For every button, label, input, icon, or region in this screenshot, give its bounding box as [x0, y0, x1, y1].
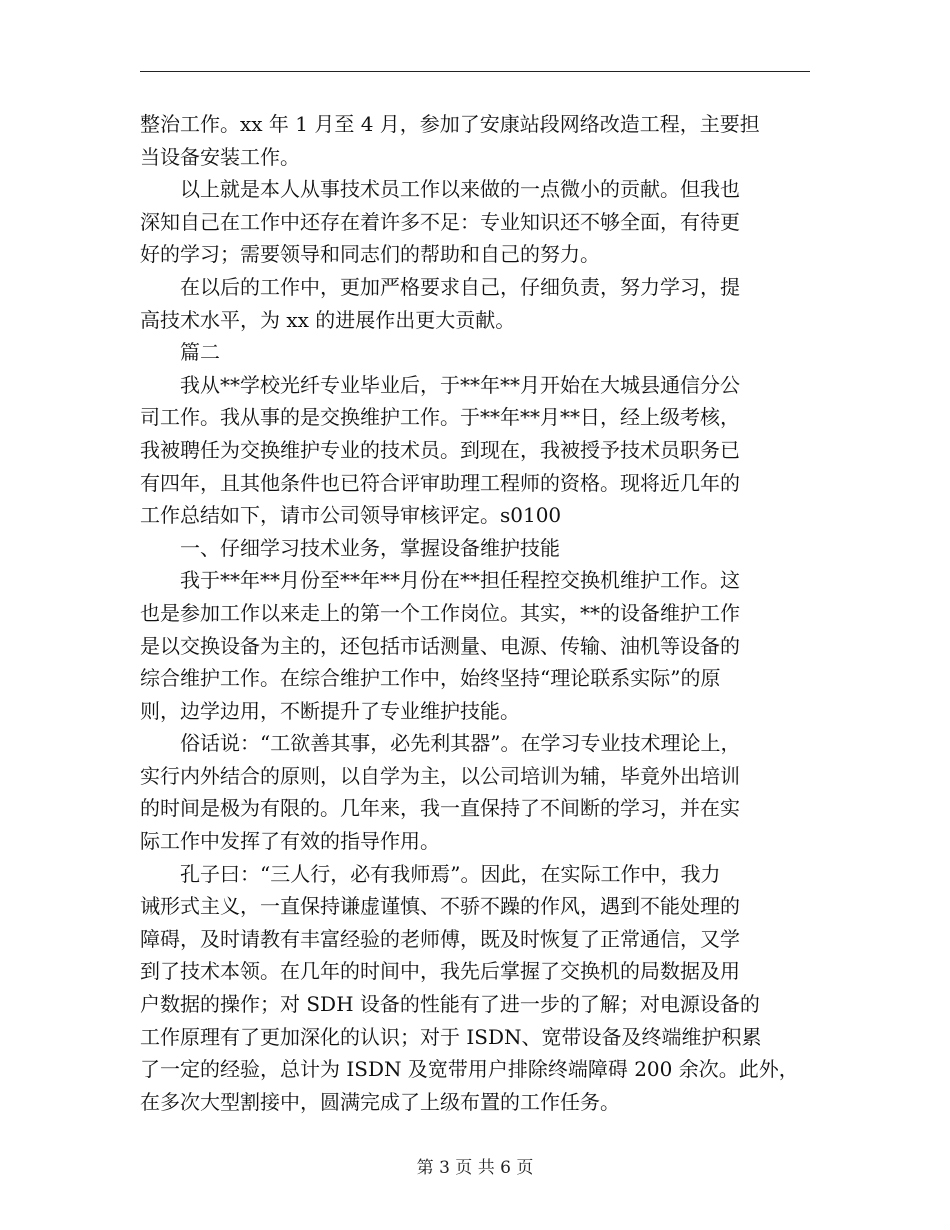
text-line: 了一定的经验，总计为 ISDN 及宽带用户排除终端障碍 200 余次。此外， — [140, 1057, 799, 1082]
text-line: 深知自己在工作中还存在着许多不足：专业知识还不够全面，有待更 — [140, 209, 740, 234]
text-line: 我从**学校光纤专业毕业后，于**年**月开始在大城县通信分公 — [140, 372, 740, 397]
text-line: 工作原理有了更加深化的认识；对于 ISDN、宽带设备及终端维护积累 — [140, 1024, 762, 1049]
text-line: 整治工作。xx 年 1 月至 4 月，参加了安康站段网络改造工程，主要担 — [140, 112, 760, 136]
text-line: 司工作。我从事的是交换维护工作。于**年**月**日，经上级考核， — [140, 405, 740, 430]
text-line: 实行内外结合的原则，以自学为主，以公司培训为辅，毕竟外出培训 — [140, 763, 740, 788]
text-line: 到了技术本领。在几年的时间中，我先后掌握了交换机的局数据及用 — [140, 959, 740, 984]
text-line: 在以后的工作中，更加严格要求自己，仔细负责，努力学习，提 — [140, 274, 740, 299]
text-line: 我于**年**月份至**年**月份在**担任程控交换机维护工作。这 — [140, 568, 740, 593]
text-line: 综合维护工作。在综合维护工作中，始终坚持“理论联系实际”的原 — [140, 666, 721, 691]
subsection-heading: 一、仔细学习技术业务，掌握设备维护技能 — [140, 535, 560, 560]
text-line: 诫形式主义，一直保持谦虚谨慎、不骄不躁的作风，遇到不能处理的 — [140, 894, 740, 919]
body-text — [140, 108, 810, 1118]
text-line: 好的学习；需要领导和同志们的帮助和自己的努力。 — [140, 242, 600, 267]
text-line: 障碍，及时请教有丰富经验的老师傅，既及时恢复了正常通信，又学 — [140, 926, 740, 951]
page-number-footer: 第 3 页 共 6 页 — [416, 1158, 534, 1178]
text-line: 则，边学边用，不断提升了专业维护技能。 — [140, 698, 520, 723]
text-line: 俗话说：“工欲善其事，必先利其器”。在学习专业技术理论上， — [140, 731, 741, 756]
text-line: 当设备安装工作。 — [140, 144, 300, 169]
text-line: 也是参加工作以来走上的第一个工作岗位。其实，**的设备维护工作 — [140, 600, 740, 625]
text-line: 工作总结如下，请市公司领导审核评定。s0100 — [140, 503, 562, 528]
text-line: 际工作中发挥了有效的指导作用。 — [140, 829, 440, 854]
text-line: 以上就是本人从事技术员工作以来做的一点微小的贡献。但我也 — [140, 177, 740, 202]
text-line: 的时间是极为有限的。几年来，我一直保持了不间断的学习，并在实 — [140, 796, 740, 821]
text-line: 是以交换设备为主的，还包括市话测量、电源、传输、油机等设备的 — [140, 633, 740, 658]
section-heading: 篇二 — [140, 340, 220, 365]
text-line: 我被聘任为交换维护专业的技术员。到现在，我被授予技术员职务已 — [140, 437, 740, 462]
text-line: 户数据的操作；对 SDH 设备的性能有了进一步的了解；对电源设备的 — [140, 992, 760, 1017]
text-line: 高技术水平，为 xx 的进展作出更大贡献。 — [140, 307, 516, 332]
header-rule — [140, 71, 810, 72]
text-line: 在多次大型割接中，圆满完成了上级布置的工作任务。 — [140, 1089, 620, 1114]
text-line: 有四年，且其他条件也已符合评审助理工程师的资格。现将近几年的 — [140, 470, 740, 495]
text-line: 孔子曰：“三人行，必有我师焉”。因此，在实际工作中，我力 — [140, 861, 721, 886]
